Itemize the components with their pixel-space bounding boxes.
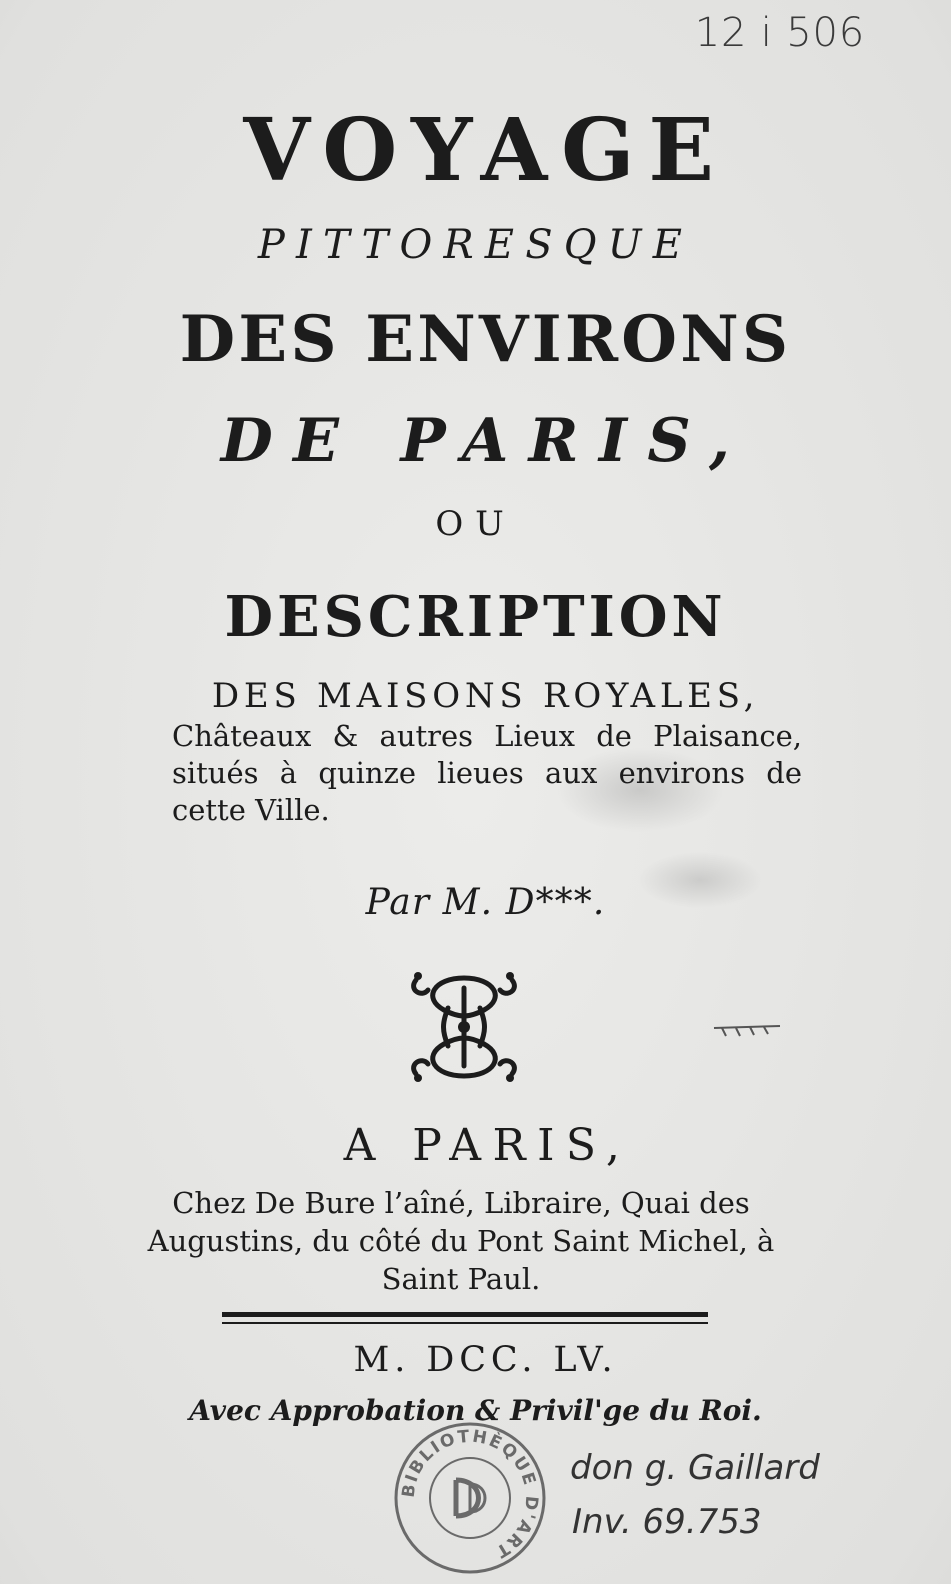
handwritten-donation: don g. Gaillard	[570, 1448, 820, 1488]
author-line: Par M. D***.	[365, 882, 606, 923]
imprint-privilege: Avec Approbation & Privil'ge du Roi.	[189, 1394, 762, 1427]
handwritten-inventory: Inv. 69.753	[572, 1502, 762, 1542]
imprint-rule-thick	[222, 1312, 708, 1317]
title-des-environs: DES ENVIRONS	[179, 302, 792, 377]
imprint-year: M. DCC. LV.	[353, 1340, 618, 1380]
title-pittoresque: PITTORESQUE	[257, 222, 694, 268]
title-ou: OU	[435, 504, 516, 544]
library-stamp-icon	[390, 1418, 550, 1578]
shelfmark-annotation: 12 i 506	[694, 10, 865, 56]
stamp-text: BIBLIOTHÈQUE D'ART	[398, 1426, 542, 1563]
title-description: DESCRIPTION	[224, 584, 727, 650]
stray-mark-icon	[712, 1022, 782, 1040]
imprint-publisher: Chez De Bure l’aîné, Libraire, Quai des Augustins, du côté du Pont Saint Michel, à Saint Paul.	[147, 1186, 775, 1296]
fleuron-ornament-icon	[404, 968, 524, 1086]
imprint-rule-thin	[222, 1322, 708, 1324]
subtitle-text: Châteaux & autres Lieux de Plaisance, situés à quinze lieues aux environs de cette Ville.	[172, 719, 802, 827]
title-voyage: VOYAGE	[243, 100, 728, 201]
title-de-paris: DE PARIS,	[220, 406, 751, 476]
title-maisons-royales: DES MAISONS ROYALES,	[211, 676, 760, 716]
imprint-place: A PARIS,	[343, 1120, 632, 1171]
